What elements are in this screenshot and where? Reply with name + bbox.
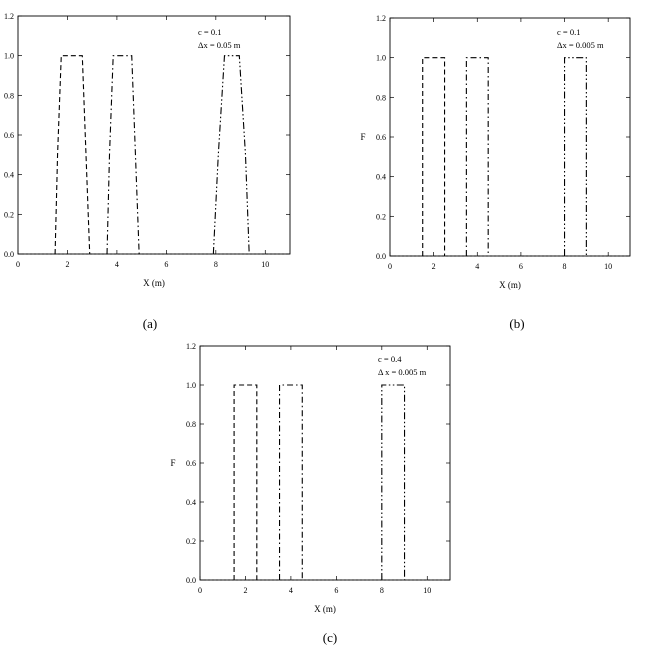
annotation-text: c = 0.1 bbox=[198, 27, 222, 37]
x-tick-label: 6 bbox=[164, 260, 169, 269]
y-tick-label: 0.0 bbox=[376, 252, 386, 261]
y-tick-label: 1.0 bbox=[186, 381, 196, 390]
plot-frame bbox=[200, 346, 450, 580]
x-tick-label: 10 bbox=[423, 586, 432, 595]
x-axis-label: X (m) bbox=[143, 278, 165, 288]
x-tick-label: 0 bbox=[16, 260, 20, 269]
chart-c-svg bbox=[160, 338, 460, 633]
x-tick-label: 4 bbox=[114, 260, 119, 269]
series-line-3 bbox=[565, 58, 587, 256]
chart-panel-a bbox=[0, 8, 300, 308]
x-tick-label: 8 bbox=[213, 260, 218, 269]
y-tick-label: 0.2 bbox=[186, 537, 196, 546]
x-tick-label: 8 bbox=[379, 586, 384, 595]
y-tick-label: 0.2 bbox=[376, 212, 386, 222]
series-line-1 bbox=[234, 385, 257, 580]
series-line-1 bbox=[423, 58, 445, 256]
x-tick-label: 8 bbox=[562, 262, 567, 271]
x-tick-label: 6 bbox=[518, 262, 523, 271]
panel-caption-a: (a) bbox=[142, 316, 158, 331]
y-tick-label: 0.8 bbox=[186, 420, 196, 429]
series-line-3 bbox=[382, 385, 405, 580]
y-tick-label: 0.2 bbox=[4, 210, 14, 220]
x-tick-label: 0 bbox=[388, 262, 392, 271]
x-tick-label: 6 bbox=[334, 586, 339, 595]
y-axis-label: F bbox=[170, 458, 176, 468]
y-tick-label: 0.4 bbox=[376, 172, 386, 182]
series-line-2 bbox=[466, 58, 488, 256]
x-tick-label: 4 bbox=[288, 586, 293, 595]
x-tick-label: 2 bbox=[65, 260, 70, 269]
x-tick-label: 0 bbox=[198, 586, 202, 595]
y-tick-label: 0.8 bbox=[376, 93, 386, 103]
chart-a-svg bbox=[0, 8, 300, 308]
y-tick-label: 1.0 bbox=[4, 51, 14, 61]
y-tick-label: 0.0 bbox=[186, 576, 196, 585]
x-axis-label: X (m) bbox=[314, 604, 336, 614]
x-tick-label: 2 bbox=[431, 262, 436, 271]
x-axis-label: X (m) bbox=[499, 280, 521, 290]
panel-caption-c: (c) bbox=[322, 630, 338, 645]
x-tick-label: 10 bbox=[604, 262, 613, 271]
y-tick-label: 0.6 bbox=[4, 131, 14, 140]
plot-frame bbox=[390, 18, 630, 256]
annotation-text: Δx = 0.05 m bbox=[198, 40, 241, 50]
plot-frame bbox=[18, 16, 290, 254]
y-tick-label: 1.2 bbox=[376, 14, 386, 23]
y-tick-label: 1.0 bbox=[376, 53, 386, 63]
y-tick-label: 0.0 bbox=[4, 250, 14, 259]
annotation-text: Δ x = 0.005 m bbox=[378, 367, 427, 377]
chart-panel-c bbox=[160, 338, 460, 633]
y-tick-label: 0.6 bbox=[376, 133, 386, 142]
y-tick-label: 0.6 bbox=[186, 459, 196, 468]
series-line-2 bbox=[107, 56, 139, 254]
annotation-text: Δx = 0.005 m bbox=[557, 40, 604, 50]
x-tick-label: 2 bbox=[243, 586, 248, 595]
series-line-3 bbox=[213, 56, 249, 254]
y-tick-label: 1.2 bbox=[4, 12, 14, 21]
panel-caption-b: (b) bbox=[509, 316, 525, 331]
x-tick-label: 10 bbox=[261, 260, 270, 269]
y-tick-label: 1.2 bbox=[186, 342, 196, 351]
y-axis-label: F bbox=[360, 132, 366, 142]
chart-b-svg bbox=[345, 8, 645, 308]
x-tick-label: 4 bbox=[475, 262, 480, 271]
annotation-text: c = 0.4 bbox=[378, 354, 402, 364]
y-tick-label: 0.4 bbox=[186, 498, 196, 507]
chart-panel-b bbox=[345, 8, 645, 308]
series-line-2 bbox=[280, 385, 303, 580]
annotation-text: c = 0.1 bbox=[557, 27, 581, 37]
y-tick-label: 0.8 bbox=[4, 91, 14, 101]
y-tick-label: 0.4 bbox=[4, 170, 14, 180]
series-line-1 bbox=[55, 56, 90, 254]
